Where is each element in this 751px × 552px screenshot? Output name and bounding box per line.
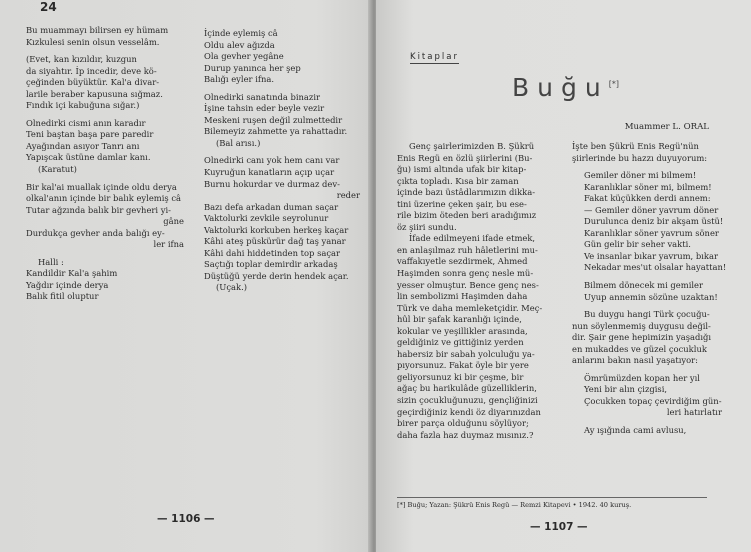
text-line: öz şiiri sundu. [397, 221, 457, 232]
text-line: Burnu hokurdar ve durmaz dev- [204, 178, 340, 189]
text-line: Nekadar mes'ut olsalar hayattan! [584, 262, 727, 273]
text-line: Yapışcak üstüne damlar kanı. [26, 152, 151, 163]
text-line: hûl bir şafak karanlığı içinde, [397, 314, 522, 325]
text-line: Yeni bir alın çizgisi, [584, 384, 668, 395]
text-line: İşine tahsin eder beyle vezir [204, 103, 325, 114]
text-line: (Karatut) [38, 164, 77, 175]
text-line: Bilmem dönecek mi gemiler [584, 280, 704, 291]
text-line: Durup yanınca her şep [204, 62, 301, 73]
text-line: tini üzerine çeken şair, bu ese- [397, 198, 527, 209]
footnote: [*] Buğu; Yazan: Şükrü Enis Regü — Remzi Kitapevi • 1942. 40 kuruş. [397, 497, 707, 509]
text-line: larile beraber kapusuna sığmaz. [26, 88, 163, 99]
text-line: çıkta topladı. Kısa bir zaman [397, 175, 519, 186]
text-line: gâne [163, 216, 184, 227]
text-line: Fındık içi kabuğuna sığar.) [26, 100, 140, 111]
text-line: kokular ve yeşillikler arasında, [397, 325, 528, 336]
text-line: İfade edilmeyeni ifade etmek, [409, 233, 536, 244]
text-line: — Gemiler döner yavrum döner [584, 204, 719, 215]
text-line: Gün gelir bir seher vakti. [584, 239, 691, 250]
text-line: şiirlerinde bu hazzı duyuyorum: [572, 152, 708, 163]
title-footnote-marker: [*] [608, 79, 619, 89]
text-line: nun söylenmemiş duygusu değil- [572, 320, 711, 331]
text-line: Tutar ağzında balık bir gevheri yi- [26, 204, 171, 215]
text-line: Vaktolurki korkuben herkeş kaçar [204, 224, 349, 235]
text-line: Kızkulesi senin olsun vesselâm. [26, 36, 160, 47]
text-line: Kandildir Kal'a şahim [26, 268, 118, 279]
text-line: Ve insanlar bıkar yavrum, bıkar [584, 250, 718, 261]
text-line: Kuyruğun kanatların açıp uçar [204, 167, 335, 178]
text-line: Enis Regü en özlü şiirlerini (Bu- [397, 152, 533, 163]
text-line: sizin çocukluğunuzu, gençliğinizi [397, 395, 538, 406]
text-line: Olnedirki sanatında binazir [204, 91, 321, 102]
right-column-2 [572, 141, 727, 437]
text-line: da siyahtır. İp incedir, deve kö- [26, 65, 157, 76]
text-line: reder [336, 190, 360, 201]
text-line: birer parça olduğunu söylüyor; [397, 418, 529, 429]
text-line: Durulunca deniz bir akşam üstü! [584, 216, 724, 227]
text-line: (Evet, kan kızıldır, kuzgun [26, 54, 137, 65]
text-line: çeğinden büyüktür. Kal'a divar- [26, 77, 160, 88]
text-line: Durdukça gevher anda balığı ey- [26, 227, 165, 238]
text-line: Kâhi dahi hiddetinden top saçar [204, 247, 341, 258]
text-line: Bir kal'ai muallak içinde oldu derya [26, 181, 177, 192]
text-line: Kâhi ateş püskürür dağ taş yanar [204, 236, 346, 247]
right-column-1 [397, 141, 553, 441]
text-line: Ayağından asıyor Tanrı anı [26, 140, 140, 151]
text-line: Düştüğü yerde derin hendek açar. [204, 270, 349, 281]
text-line: geldiğiniz ve gittiğiniz yerden [397, 337, 524, 348]
text-line: Yağdır içinde derya [26, 279, 109, 290]
text-line: Balık fitil oluptur [26, 291, 99, 302]
text-line: Gemiler döner mi bilmem! [584, 170, 697, 181]
text-line: Karanlıklar söner yavrum söner [584, 227, 719, 238]
text-line: Halli : [38, 256, 64, 267]
right-page-folio: — 1107 — [530, 521, 588, 533]
text-line: Balığı eyler ifna. [204, 74, 275, 85]
text-line: Genç şairlerimizden B. Şükrü [409, 141, 535, 151]
text-line: Meskeni ruşen değil zulmettedir [204, 114, 343, 125]
text-line: (Uçak.) [216, 282, 248, 293]
left-page-folio: — 1106 — [157, 513, 215, 525]
text-line: geliyorsunuz ki bir çeşme, bir [397, 371, 524, 382]
left-column-2 [204, 28, 360, 294]
text-line: pıyorsunuz. Fakat öyle bir yere [397, 360, 529, 371]
text-line: Ömrümüzden kopan her yıl [584, 372, 700, 383]
text-line: ler ifna [153, 239, 184, 250]
text-line: Ola gevher yegâne [204, 51, 284, 62]
page-number-top: 24 [40, 0, 57, 14]
text-line: dir. Şair gene hepimizin yaşadığı [572, 332, 712, 343]
text-line: Bu duygu hangi Türk çocuğu- [584, 309, 710, 320]
text-line: daha fazla haz duymaz mısınız.? [397, 429, 534, 440]
text-line: habersiz bir sabah yolculuğu ya- [397, 348, 535, 359]
text-line: Bilemeyiz zahmette ya rahattadır. [204, 126, 348, 137]
text-line: yesser olmuştur. Bence genç nes- [397, 279, 539, 290]
text-line: Çocukken topaç çevirdiğim gün- [584, 395, 722, 406]
author-name: Muammer L. ORAL [624, 122, 709, 132]
text-line: İçinde eylemiş câ [204, 28, 278, 38]
text-line: en mukaddes ve güzel çocukluk [572, 343, 707, 354]
text-line: Vaktolurki zevkile seyrolunur [204, 213, 329, 224]
article-title [512, 73, 619, 102]
left-column-1 [26, 25, 184, 303]
text-line: ağaç bu harikulâde güzelliklerin, [397, 383, 537, 394]
section-label: Kitaplar [410, 52, 459, 62]
text-line: vaffakıyetle sezdirmek, Ahmed [397, 256, 528, 267]
text-line: Bu muammayı bilirsen ey hümam [26, 25, 169, 35]
text-line: (Bal arısı.) [216, 137, 261, 148]
text-line: Olnedirki canı yok hem canı var [204, 155, 340, 166]
text-line: geçirdiğiniz kendi öz diyarınızdan [397, 406, 541, 417]
text-line: olkal'anın içinde bir balık eylemiş câ [26, 193, 182, 204]
text-line: Olnedirki cismi anın karadır [26, 117, 146, 128]
text-line: anlarını bakın nasıl yaşatıyor: [572, 355, 699, 366]
text-line: İşte ben Şükrü Enis Regü'nün [572, 141, 699, 151]
text-line: Fakat küçükken derdi annem: [584, 193, 711, 204]
text-line: Ay ışığında cami avlusu, [584, 425, 687, 436]
text-line: içinde bazı üstâdlarımızın dikka- [397, 187, 536, 198]
text-line: Uyup annemin sözüne uzaktan! [584, 291, 718, 302]
title-text: Buğu [512, 73, 609, 102]
text-line: Bazı defa arkadan duman saçar [204, 201, 339, 212]
text-line: Teni baştan başa pare paredir [26, 129, 154, 140]
text-line: lin sembolizmi Haşimden daha [397, 291, 528, 302]
text-line: ğu) ismi altında ufak bir kitap- [397, 164, 527, 175]
text-line: en anlaşılmaz ruh hâletlerini mu- [397, 244, 538, 255]
text-line: Saçtığı toplar demirdir arkadaş [204, 259, 338, 270]
left-page [0, 0, 372, 552]
text-line: rile bizim öteden beri aradığımız [397, 210, 537, 221]
text-line: Karanlıklar söner mi, bilmem! [584, 181, 712, 192]
text-line: leri hatırlatır [666, 407, 722, 418]
text-line: Oldu alev ağızda [204, 39, 275, 50]
text-line: Haşimden sonra genç nesle mü- [397, 268, 534, 279]
text-line: Türk ve daha memleketçidir. Meç- [397, 302, 543, 313]
